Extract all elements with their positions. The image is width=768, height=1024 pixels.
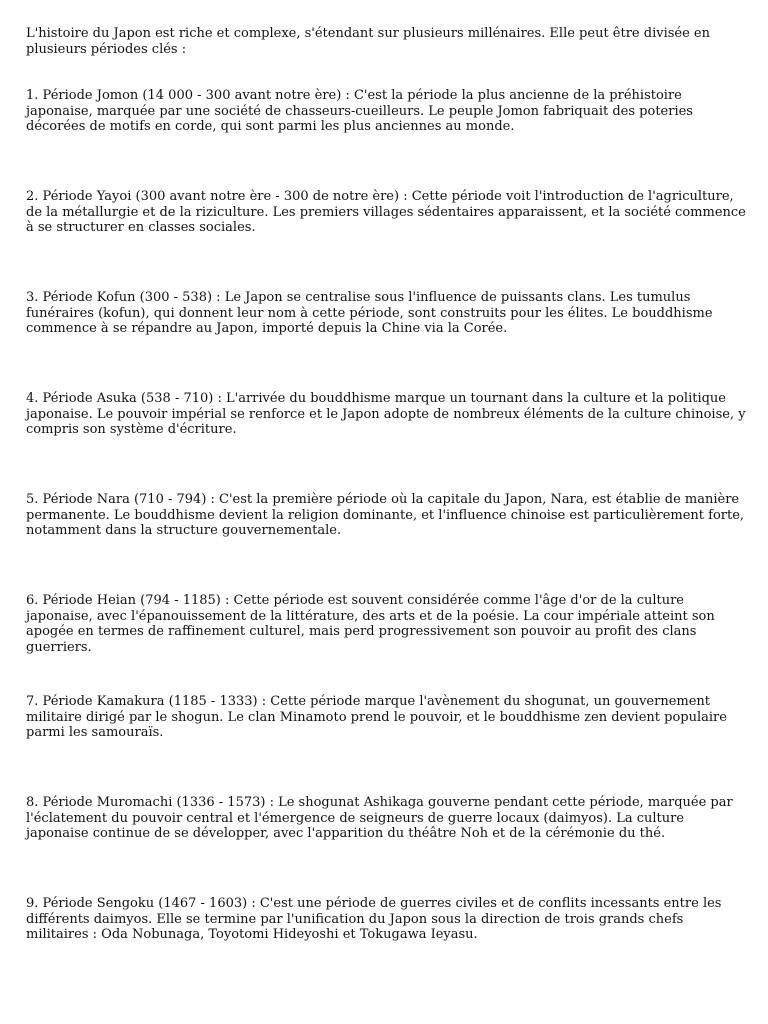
- period-sengoku-paragraph: 9. Période Sengoku (1467 - 1603) : C'est une période de guerres civiles et de conflits incessants entre les différents daimyos. Elle se termine par l'unification du Japon sous la direction de trois grands chefs militaires : Oda Nobunaga, Toyotomi Hideyoshi et Tokugawa Ieyasu.: [26, 896, 722, 943]
- period-jomon-paragraph: 1. Période Jomon (14 000 - 300 avant notre ère) : C'est la période la plus ancienne de la préhistoire japonaise, marquée par une société de chasseurs-cueilleurs. Le peuple Jomon fabriquait des poteries décorées de motifs en corde, qui sont parmi les plus anciennes au monde.: [26, 88, 693, 135]
- period-asuka-paragraph: 4. Période Asuka (538 - 710) : L'arrivée du bouddhisme marque un tournant dans la culture et la politique japonaise. Le pouvoir impérial se renforce et le Japon adopte de nombreux éléments de la culture chinoise, y compris son système d'écriture.: [26, 391, 746, 438]
- period-yayoi-paragraph: 2. Période Yayoi (300 avant notre ère - 300 de notre ère) : Cette période voit l'introduction de l'agriculture, de la métallurgie et de la riziculture. Les premiers villages sédentaires apparaissent, et la société commence à se structurer en classes sociales.: [26, 189, 746, 236]
- period-kamakura-paragraph: 7. Période Kamakura (1185 - 1333) : Cette période marque l'avènement du shogunat, un gouvernement militaire dirigé par le shogun. Le clan Minamoto prend le pouvoir, et le bouddhisme zen devient populaire parmi les samouraïs.: [26, 694, 727, 741]
- period-heian-paragraph: 6. Période Heian (794 - 1185) : Cette période est souvent considérée comme l'âge d'or de la culture japonaise, avec l'épanouissement de la littérature, des arts et de la poésie. La cour impériale atteint son apogée en termes de raffinement culturel, mais perd progressivement son pouvoir au profit des clans guerriers.: [26, 593, 715, 655]
- period-kofun-paragraph: 3. Période Kofun (300 - 538) : Le Japon se centralise sous l'influence de puissants clans. Les tumulus funéraires (kofun), qui donnent leur nom à cette période, sont construits pour les élites. Le bouddhisme commence à se répandre au Japon, importé depuis la Chine via la Corée.: [26, 290, 713, 337]
- period-muromachi-paragraph: 8. Période Muromachi (1336 - 1573) : Le shogunat Ashikaga gouverne pendant cette période, marquée par l'éclatement du pouvoir central et l'émergence de seigneurs de guerre locaux (daimyos). La culture japonaise continue de se développer, avec l'apparition du théâtre Noh et de la cérémonie du thé.: [26, 795, 733, 842]
- period-nara-paragraph: 5. Période Nara (710 - 794) : C'est la première période où la capitale du Japon, Nara, est établie de manière permanente. Le bouddhisme devient la religion dominante, et l'influence chinoise est particulièrement forte, notamment dans la structure gouvernementale.: [26, 492, 745, 539]
- intro-paragraph: L'histoire du Japon est riche et complexe, s'étendant sur plusieurs millénaires. Elle peut être divisée en plusieurs périodes clés :: [26, 26, 710, 57]
